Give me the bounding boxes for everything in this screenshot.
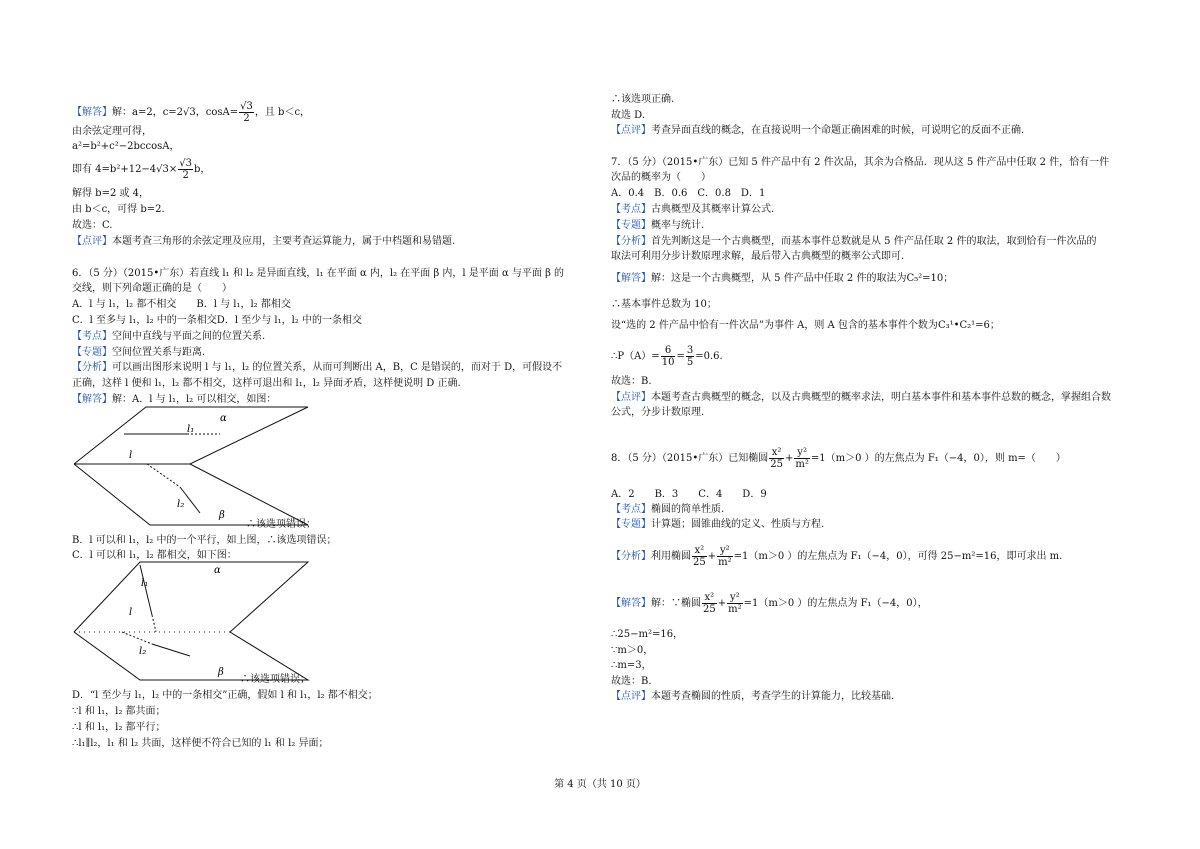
fraction: $\frac{√3}{2}$ (179, 158, 193, 181)
fenxi-cont: 正确，这样 l 便和 l₁，l₂ 都不相交，这样可退出和 l₁，l₂ 异面矛盾，这样便说明 D 正确. (72, 378, 461, 389)
question-7-cont: 次品的概率为（ ） (611, 172, 711, 183)
l2-label: l₂ (139, 646, 147, 657)
fraction: $\frac{\text{y²}}{\text{m²}}$ (728, 592, 742, 615)
option-d-analysis: D．“l 至少与 l₁，l₂ 中的一条相交”正确，假如 l 和 l₁，l₂ 都不相交； (72, 690, 378, 701)
fenxi: 【分析】利用椭圆 $\frac{\text{x²}}{25}$ + $\frac{\text{y²}}{\text{m²}}$ =1（m＞0 ）的左焦点为 F₁（−4，0），可得 25−m²=16，即可求出 m. (611, 545, 1063, 568)
text-line: a²=b²+c²−2bccosA， (72, 141, 180, 152)
options-cd: C．l 至多与 l₁，l₂ 中的一条相交D．l 至少与 l₁，l₂ 中的一条相交 (72, 315, 362, 326)
jieda: 【解答】解：这是一个古典概型，从 5 件产品中任取 2 件的取法为C₅²=10； (611, 273, 954, 284)
fenxi-cont: 取法可利用分步计数原理求解，最后带入古典概型的概率公式即可. (611, 251, 905, 262)
option-b-analysis: B．l 可以和 l₁，l₂ 中的一个平行，如上图，∴该选项错误； (72, 535, 337, 546)
kaodian: 【考点】古典概型及其概率计算公式. (611, 204, 775, 215)
text-line: ∴基本事件总数为 10； (611, 299, 717, 310)
fraction: $\frac{√3}{2}$ (240, 101, 253, 124)
l-label: l (129, 607, 133, 618)
l1-label: l₁ (141, 578, 149, 589)
options: A．2 B．3 C．4 D．9 (611, 489, 767, 500)
jieda: 【解答】解：∵椭圆 $\frac{\text{x²}}{25}$ + $\frac{\text{y²}}{\text{m²}}$ =1（m＞0 ）的左焦点为 F₁（−4，0）， (611, 592, 928, 615)
comment-line: 【点评】本题考查三角形的余弦定理及应用，主要考查运算能力，属于中档题和易错题. (72, 236, 456, 247)
fraction: $\frac{\text{x²}}{25}$ (703, 592, 716, 615)
text-line: 解得 b=2 或 4， (72, 188, 150, 199)
page-footer: 第 4 页（共 10 页） (554, 779, 646, 790)
comment-cont: 公式，分步计数原理. (611, 407, 705, 418)
text-line: ∴m=3， (611, 660, 652, 671)
text-line: ∵l 和 l₁，l₂ 都共面； (72, 706, 166, 717)
fraction: $\frac{6}{10}$ (661, 345, 675, 368)
text-line: ∴该选项正确. (611, 94, 675, 105)
fraction: $\frac{\text{y²}}{\text{m²}}$ (718, 545, 732, 568)
kaodian: 【考点】椭圆的简单性质. (611, 504, 725, 515)
fraction: $\frac{3}{5}$ (686, 345, 694, 368)
text-line: 故选：B. (611, 376, 652, 387)
solution-line: 【解答】解：a=2，c=2√3，cosA= $\frac{√3}{2}$ ，且 b＜c， (72, 101, 311, 124)
option-c-analysis: C．l 可以和 l₁，l₂ 都相交，如下图： (72, 550, 237, 561)
question-6-cont: 交线，则下列命题正确的是（ ） (72, 283, 232, 294)
text-line: 由 b＜c，可得 b=2. (72, 204, 165, 215)
jieda: 【解答】解：A．l 与 l₁，l₂ 可以相交，如图： (72, 394, 277, 405)
question-6: 6．（5 分）（2015•广东）若直线 l₁ 和 l₂ 是异面直线，l₁ 在平面 α 内，l₂ 在平面 β 内，l 是平面 α 与平面 β 的 (72, 268, 565, 279)
beta-label: β (218, 667, 224, 678)
l1-label: l₁ (187, 424, 195, 435)
l2-label: l₂ (177, 499, 185, 510)
text-line: 即有 4=b²+12−4√3× $\frac{√3}{2}$ b， (72, 158, 211, 181)
text-line: 故选 D. (611, 110, 646, 121)
question-8: 8．（5 分）（2015•广东）已知椭圆 $\frac{\text{x²}}{25}$ + $\frac{\text{y²}}{\text{m²}}$ =1（m＞0 ）的左焦点为 F₁（−4，0），则 m=（ ） (611, 447, 1066, 470)
plane-figure-2 (72, 560, 312, 685)
l-label: l (129, 450, 133, 461)
fenxi: 【分析】可以画出图形来说明 l 与 l₁，l₂ 的位置关系，从而可判断出 A，B，C 是错误的，而对于 D，可假设不 (72, 362, 563, 373)
options: A．0.4 B．0.6 C．0.8 D．1 (611, 188, 766, 199)
comment-line: 【点评】本题考查古典概型的概念，以及古典概型的概率求法，明白基本事件和基本事件总数的概念，掌握组合数 (611, 392, 1111, 403)
options-ab: A．l 与 l₁，l₂ 都不相交 B．l 与 l₁，l₂ 都相交 (72, 299, 291, 310)
probability-line: ∴P（A）= $\frac{6}{10}$ = $\frac{3}{5}$ =0.6. (611, 345, 723, 368)
zhuanti: 【专题】空间位置关系与距离. (72, 347, 206, 358)
fraction: $\frac{\text{y²}}{\text{m²}}$ (795, 447, 809, 470)
comment-line: 【点评】本题考查椭圆的性质，考查学生的计算能力，比较基础. (611, 691, 895, 702)
comment-line: 【点评】考查异面直线的概念，在直接说明一个命题正确困难的时候，可说明它的反面不正确. (611, 125, 1025, 136)
text-line: 故选：C. (72, 220, 113, 231)
alpha-label: α (220, 413, 227, 424)
text-line: ∴l₁∥l₂，l₁ 和 l₂ 共面，这样便不符合已知的 l₁ 和 l₂ 异面； (72, 738, 329, 749)
text-line: ∵m＞0， (611, 645, 654, 656)
kaodian: 【考点】空间中直线与平面之间的位置关系. (72, 331, 266, 342)
alpha-label: α (214, 565, 221, 576)
question-7: 7．（5 分）（2015•广东）已知 5 件产品中有 2 件次品，其余为合格品．现从这 5 件产品中任取 2 件，恰有一件 (611, 157, 1110, 168)
zhuanti: 【专题】概率与统计. (611, 220, 705, 231)
figure-2-caption: ∴该选项错误； (240, 674, 310, 685)
text-line: ∴25−m²=16， (611, 629, 684, 640)
fraction: $\frac{\text{x²}}{25}$ (693, 545, 706, 568)
text-line: 由余弦定理可得， (72, 126, 152, 137)
fraction: $\frac{\text{x²}}{25}$ (770, 447, 783, 470)
text-line: ∴l 和 l₁，l₂ 都平行； (72, 722, 166, 733)
text-line: 故选：B. (611, 676, 652, 687)
figure-1-caption: ∴该选项错误； (246, 519, 316, 530)
text-line: 设“选的 2 件产品中恰有一件次品”为事件 A，则 A 包含的基本事件个数为C₃¹•C₂¹=6； (611, 320, 1000, 331)
beta-label: β (219, 510, 225, 521)
plane-figure-1 (72, 405, 312, 530)
zhuanti: 【专题】计算题；圆锥曲线的定义、性质与方程. (611, 519, 825, 530)
fenxi: 【分析】首先判断这是一个古典概型，而基本事件总数就是从 5 件产品任取 2 件的取法，取到恰有一件次品的 (611, 236, 1097, 247)
